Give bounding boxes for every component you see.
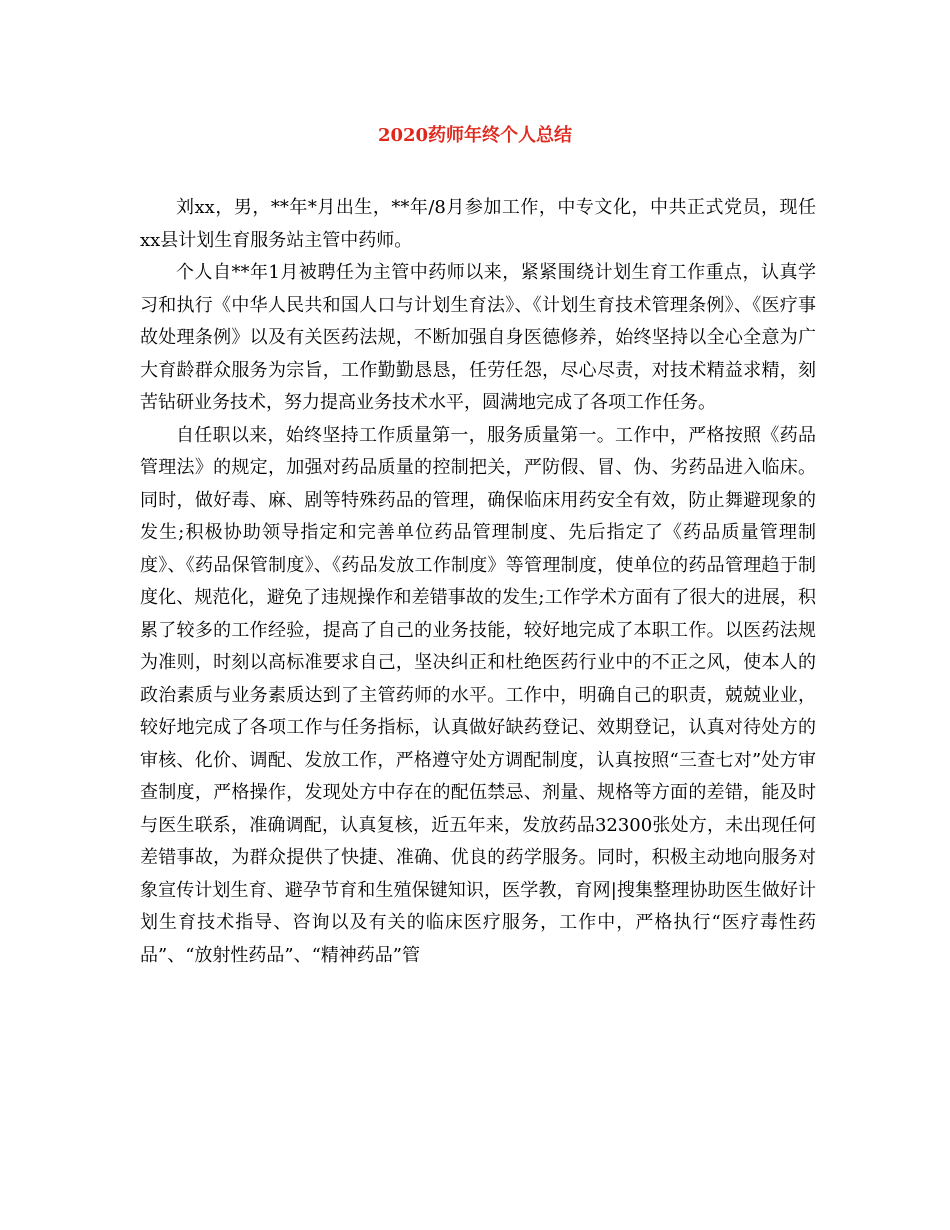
paragraph-3: 自任职以来，始终坚持工作质量第一，服务质量第一。工作中，严格按照《药品管理法》的规定，加强对药品质量的控制把关，严防假、冒、伪、劣药品进入临床。同时，做好毒、麻、剧等特殊药品的管理，确保临床用药安全有效，防止舞避现象的发生;积极协助领导指定和完善单位药品管理制度、先后指定了《药品质量管理制度》、《药品保管制度》、《药品发放工作制度》等管理制度，使单位的药品管理趋于制度化、规范化，避免了违规操作和差错事故的发生;工作学术方面有了很大的进展，积累了较多的工作经验，提高了自己的业务技能，较好地完成了本职工作。以医药法规为准则，时刻以高标准要求自己，坚决纠正和杜绝医药行业中的不正之风，使本人的政治素质与业务素质达到了主管药师的水平。工作中，明确自己的职责，兢兢业业，较好地完成了各项工作与任务指标，认真做好缺药登记、效期登记，认真对待处方的审核、化价、调配、发放工作，严格遵守处方调配制度，认真按照“三查七对”处方审查制度，严格操作，发现处方中存在的配伍禁忌、剂量、规格等方面的差错，能及时与医生联系，准确调配，认真复核，近五年来，发放药品32300张处方，未出现任何差错事故，为群众提供了快捷、准确、优良的药学服务。同时，积极主动地向服务对象宣传计划生育、避孕节育和生殖保键知识，医学教，育网|搜集整理协助医生做好计划生育技术指导、咨询以及有关的临床医疗服务，工作中，严格执行“医疗毒性药品”、“放射性药品”、“精神药品”管 <box>140 424 816 966</box>
document-title: 2020药师年终个人总结 <box>377 125 573 146</box>
document-body <box>140 192 816 972</box>
paragraph-2: 个人自**年1月被聘任为主管中药师以来，紧紧围绕计划生育工作重点，认真学习和执行《中华人民共和国人口与计划生育法》、《计划生育技术管理条例》、《医疗事故处理条例》以及有关医药法规，不断加强自身医德修养，始终坚持以全心全意为广大育龄群众服务为宗旨，工作勤勤恳恳，任劳任怨，尽心尽责，对技术精益求精，刻苦钻研业务技术，努力提高业务技术水平，圆满地完成了各项工作任务。 <box>140 262 816 413</box>
paragraph-1: 刘xx，男，**年*月出生，**年/8月参加工作，中专文化，中共正式党员，现任xx县计划生育服务站主管中药师。 <box>140 197 816 251</box>
